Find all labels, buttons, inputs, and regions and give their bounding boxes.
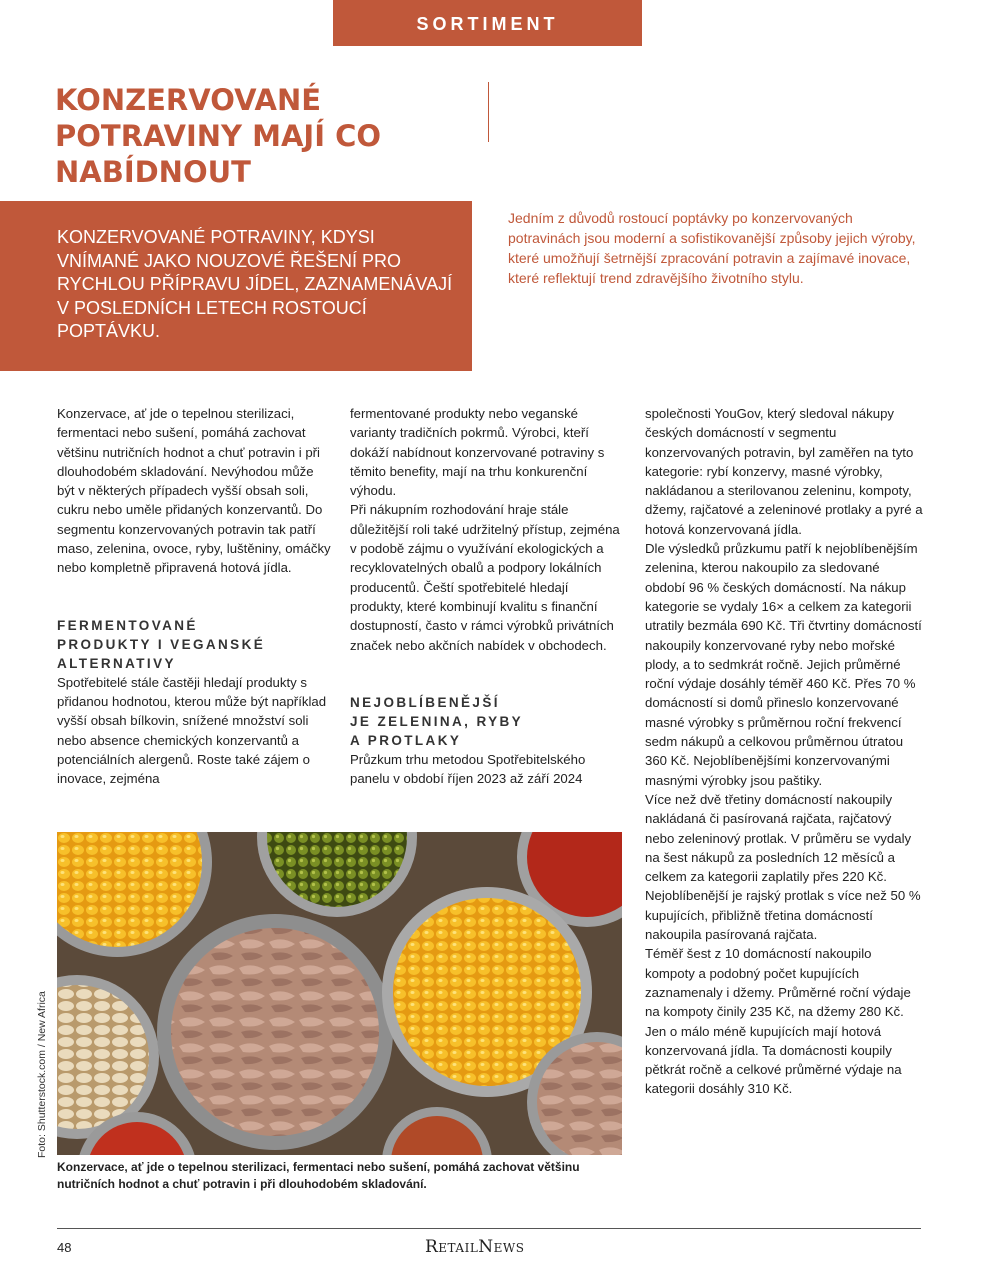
paragraph: Více než dvě třetiny domácností nakoupily nakládaná či pasírovaná rajčata, rajčatový nebo zeleninový protlak. V průměru se vydaly na šest nákupů za posledních 12 měsíců a celkem za kategorii zaplatily přes 220 Kč. Nejoblíbenější je rajský protlak s více než 50 % kupujících, přibližně třetina domácností nakoupila pasírovaná rajčata. [645, 791, 921, 943]
paragraph: Spotřebitelé stále častěji hledají produkty s přidanou hodnotou, kterou může být například vyšší obsah bílkovin, snížené množství soli nebo absence chemických konzervantů a potenciálních alergenů. Roste také zájem o inovace, zejména [57, 674, 327, 787]
footer-divider [57, 1228, 921, 1229]
paragraph: Téměř šest z 10 domácností nakoupilo kompoty a podobný počet kupujících zaznamenaly i džemy. Průměrné roční výdaje na kompoty činily 235 Kč, na džemy 280 Kč. Jen o málo méně kupujících mají hotová konzervovaná jídla. Ta domácnosti koupily pětkrát ročně a celkové průměrné výdaje na kategorii dosáhly 310 Kč. [645, 946, 911, 1097]
column-2 [350, 404, 625, 788]
brand-logo: RetailNews [425, 1237, 525, 1257]
paragraph: Dle výsledků průzkumu patří k nejoblíbenějším zelenina, kterou nakoupilo za sledované období 96 % českých domácností. Na nákup kategorie se vydaly 16× a celkem za kategorii utratily bezmála 690 Kč. Tři čtvrtiny domácností nakoupily konzervované ryby nebo mořské plody, a to sedmkrát ročně. Jejich průměrné roční výdaje dosáhly téměř 460 Kč. Přes 70 % domácností si domů přineslo konzervované masné výrobky s průměrnou roční frekvencí sedm nákupů a celkovou průměrnou útratou 360 Kč. Nejoblíbenějšími konzervovanými masnými výrobky jsou paštiky. [645, 541, 922, 788]
article-title: KONZERVOVANÉ POTRAVINY MAJÍ CO NABÍDNOUT [55, 83, 382, 189]
paragraph: Průzkum trhu metodou Spotřebitelského panelu v období říjen 2023 až září 2024 [350, 751, 586, 787]
photo-caption: Konzervace, ať jde o tepelnou sterilizaci, fermentaci nebo sušení, pomáhá zachovat většinu nutričních hodnot a chuť potravin i při dlouhodobém skladování. [57, 1160, 580, 1191]
paragraph: společnosti YouGov, který sledoval nákupy českých domácností v segmentu konzervovaných potravin, byl zaměřen na tyto kategorie: rybí konzervy, masné výrobky, nakládanou a sterilovanou zeleninu, kompoty, džemy, rajčatové a zeleninové protlaky a pyré a hotová konzervovaná jídla. [645, 406, 923, 537]
canned-food-photo [57, 832, 622, 1155]
column-1 [57, 404, 332, 788]
page-number: 48 [57, 1240, 72, 1255]
pull-quote: Jedním z důvodů rostoucí poptávky po konzervovaných potravinách jsou moderní a sofistikovanější způsoby jejich výroby, které umožňují šetrnější zpracování potravin a zajímavé inovace, které reflektují trend zdravějšího životního stylu. [508, 210, 916, 286]
subheading-fermentovane: FERMENTOVANÉ PRODUKTY I VEGANSKÉ ALTERNATIVY [57, 617, 266, 671]
column-3 [645, 404, 923, 1099]
paragraph: fermentované produkty nebo veganské varianty tradičních pokrmů. Výrobci, kteří dokáží nabídnout konzervované potraviny s těmito benefity, mají na trhu konkurenční výhodu. [350, 406, 605, 499]
subheading-nejoblibenejsi: NEJOBLÍBENĚJŠÍ JE ZELENINA, RYBY A PROTLAKY [350, 694, 524, 748]
paragraph: Konzervace, ať jde o tepelnou sterilizaci, fermentaci nebo sušení, pomáhá zachovat většinu nutričních hodnot a chuť potravin i při dlouhodobém skladování. Nevýhodou může být v některých případech vyšší obsah soli, cukru nebo uměle přidaných konzervantů. Do segmentu konzervovaných potravin tak patří maso, zelenina, ovoce, ryby, luštěniny, omáčky nebo kompletně připravená hotová jídla. [57, 406, 331, 576]
section-tab: SORTIMENT [333, 0, 642, 46]
photo-credit: Foto: Shutterstock.com / New Africa [36, 991, 48, 1158]
title-divider [488, 82, 489, 142]
article-lead: KONZERVOVANÉ POTRAVINY, KDYSI VNÍMANÉ JAKO NOUZOVÉ ŘEŠENÍ PRO RYCHLOU PŘÍPRAVU JÍDEL, ZAZNAMENÁVAJÍ V POSLEDNÍCH LETECH ROSTOUCÍ POPTÁVKU. [57, 227, 453, 341]
paragraph: Při nákupním rozhodování hraje stále důležitější roli také udržitelný přístup, zejména v podobě zájmu o využívání ekologických a recyklovatelných obalů a podpory lokálních producentů. Čeští spotřebitelé hledají produkty, které kombinují kvalitu s finanční dostupností, často v rámci výrobků privátních značek nebo akčních nabídek v obchodech. [350, 502, 620, 653]
